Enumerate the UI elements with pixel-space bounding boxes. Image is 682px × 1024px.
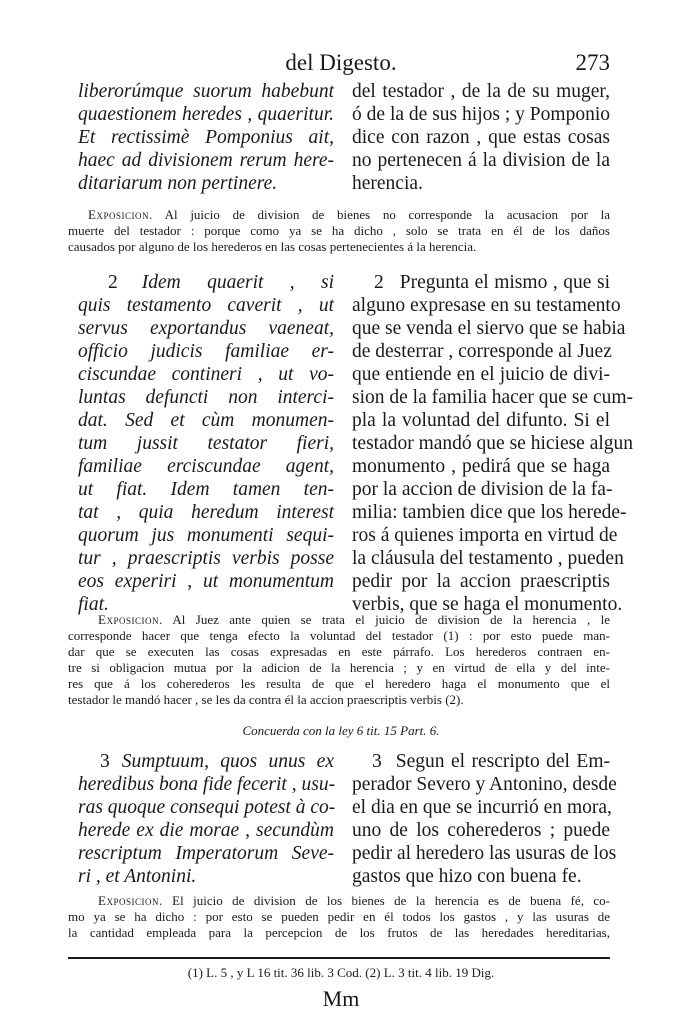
latin-line: rescriptum Imperatorum Seve-: [78, 843, 334, 864]
latin-line: dat. Sed et cùm monumen-: [78, 410, 334, 431]
paragraph-number: 2: [374, 272, 384, 293]
spanish-line: que entiende en el juicio de divi-: [352, 364, 610, 385]
spanish-line: uno de los coherederos ; puede: [352, 820, 610, 841]
footnote-rule: [68, 957, 610, 959]
concordance-note: Concuerda con la ley 6 tit. 15 Part. 6.: [242, 723, 440, 738]
spanish-line: pedir por la accion praescriptis: [352, 571, 610, 592]
paragraph-number: 3: [372, 751, 382, 772]
section-2-spanish: [352, 271, 634, 616]
latin-line: Et rectissimè Pomponius ait,: [78, 127, 334, 148]
latin-line: quis testamento caverit , ut: [78, 295, 334, 316]
latin-line: servus exportandus vaeneat,: [78, 318, 334, 339]
spanish-line: del testador , de la de su muger,: [352, 81, 610, 102]
section-2-exposicion: [68, 612, 610, 708]
spanish-line: no pertenecen á la division de la: [352, 150, 610, 171]
spanish-line: verbis, que se haga el monumento.: [352, 594, 623, 615]
spanish-line: que se venda el siervo que se habia: [352, 318, 626, 339]
exposicion-line: mo ya se ha dicho : por esto se pueden pedir en él todos los gastos , y las usuras de: [68, 909, 610, 924]
page-number: 273: [575, 50, 610, 75]
exposicion-line: testador le mandó hacer , se les da contra él la accion praescriptis verbis (2).: [68, 692, 464, 707]
section-1-latin: [78, 80, 334, 195]
latin-line: quorum jus monumenti sequi-: [78, 525, 334, 546]
section-1-exposicion: [68, 207, 610, 255]
latin-line: haec ad divisionem rerum here-: [78, 150, 334, 171]
latin-text: Idem quaerit , si: [141, 272, 334, 293]
paragraph-number: 3: [100, 751, 110, 772]
latin-line: quaestionem heredes , quaeritur.: [78, 104, 334, 125]
section-3-exposicion: [68, 893, 610, 941]
section-1-spanish: [352, 80, 610, 195]
exposicion-first-line: [68, 612, 610, 628]
latin-text: Sumptuum, quos unus ex: [121, 751, 334, 772]
spanish-line: gastos que hizo con buena fe.: [352, 866, 582, 887]
latin-line: luntas defuncti non interci-: [78, 387, 334, 408]
spanish-line: alguno expresase en su testamento: [352, 295, 621, 316]
spanish-text: Pregunta el mismo , que si: [399, 272, 610, 293]
exposicion-text: Al Juez ante quien se trata el juicio de division de la herencia , le: [172, 612, 610, 627]
latin-line: familiae erciscundae agent,: [78, 456, 334, 477]
spanish-line: ó de la de sus hijos ; y Pomponio: [352, 104, 610, 125]
running-head-title: del Digesto.: [285, 50, 397, 75]
exposicion-first-line: [68, 207, 610, 223]
latin-line: [78, 750, 334, 773]
latin-line: ditariarum non pertinere.: [78, 173, 278, 194]
section-2-latin: [78, 271, 334, 616]
exposicion-label: Exposicion.: [98, 893, 163, 908]
latin-line: heredibus bona fide fecerit , usu-: [78, 774, 336, 795]
exposicion-label: Exposicion.: [88, 207, 153, 222]
spanish-line: el dia en que se incurrió en mora,: [352, 797, 612, 818]
latin-line: eos experiri , ut monumentum: [78, 571, 334, 592]
section-3-spanish: [352, 750, 617, 888]
exposicion-line: corresponde hacer que tenga efecto la voluntad del testador (1) : por esto puede man-: [68, 628, 610, 643]
footnotes: (1) L. 5 , y L 16 tit. 36 lib. 3 Cod. (2) L. 3 tit. 4 lib. 19 Dig.: [187, 965, 495, 980]
spanish-line: pla la voluntad del difunto. Si el: [352, 410, 610, 431]
latin-line: ut fiat. Idem tamen ten-: [78, 479, 334, 500]
spanish-line: testador mandó que se hiciese algun: [352, 433, 634, 454]
exposicion-line: dar que se executen las cosas expresadas en este párrafo. Los herederos contraen en-: [68, 644, 610, 659]
latin-line: fiat.: [78, 594, 109, 615]
latin-line: ras quoque consequi potest à co-: [78, 797, 336, 818]
spanish-line: monumento , pedirá que se haga: [352, 456, 610, 477]
exposicion-text: Al juicio de division de bienes no corresponde la acusacion por la: [164, 207, 610, 222]
printer-signature: Mm: [322, 986, 360, 1011]
exposicion-first-line: [68, 893, 610, 909]
latin-line: ri , et Antonini.: [78, 866, 197, 887]
spanish-line: dice con razon , que estas cosas: [352, 127, 610, 148]
spanish-line: sion de la familia hacer que se cum-: [352, 387, 634, 408]
spanish-line: [352, 750, 610, 773]
exposicion-label: Exposicion.: [98, 612, 163, 627]
spanish-line: herencia.: [352, 173, 423, 194]
exposicion-line: causados por alguno de los herederos en las cosas pertenecientes á la herencia.: [68, 239, 477, 254]
section-3-latin: [78, 750, 334, 888]
exposicion-text: El juicio de division de los bienes de la herencia es de buena fé, co-: [172, 893, 610, 908]
exposicion-line: muerte del testador : porque como ya se ha dicho , solo se trata en él de los daños: [68, 223, 610, 238]
latin-line: herede ex die morae , secundùm: [78, 820, 334, 841]
spanish-line: pedir al heredero las usuras de los: [352, 843, 617, 864]
latin-line: tum jussit testator fieri,: [78, 433, 334, 454]
spanish-line: de desterrar , corresponde al Juez: [352, 341, 612, 362]
spanish-line: milia: tambien dice que los herede-: [352, 502, 627, 523]
spanish-line: [352, 271, 610, 294]
spanish-text: Segun el rescripto del Em-: [395, 751, 610, 772]
latin-line: tur , praescriptis verbis posse: [78, 548, 334, 569]
latin-line: ciscundae contineri , ut vo-: [78, 364, 334, 385]
spanish-line: por la accion de division de la fa-: [352, 479, 613, 500]
exposicion-line: tre si obligacion mutua por la adicion de la herencia ; y en virtud de ella y del inte-: [68, 660, 610, 675]
latin-line: tat , quia heredum interest: [78, 502, 334, 523]
exposicion-line: la cantidad empleada para la percepcion de los frutos de las heredades hereditarias,: [68, 925, 610, 940]
latin-line: [78, 271, 334, 294]
exposicion-line: res que á los coherederos les resulta de que el heredero haga el monumento que el: [68, 676, 610, 691]
latin-line: liberorúmque suorum habebunt: [78, 81, 334, 102]
paragraph-number: 2: [108, 272, 118, 293]
spanish-line: la cláusula del testamento , pueden: [352, 548, 624, 569]
latin-line: officio judicis familiae er-: [78, 341, 334, 362]
spanish-line: perador Severo y Antonino, desde: [352, 774, 617, 795]
spanish-line: ros á quienes importa en virtud de: [352, 525, 618, 546]
